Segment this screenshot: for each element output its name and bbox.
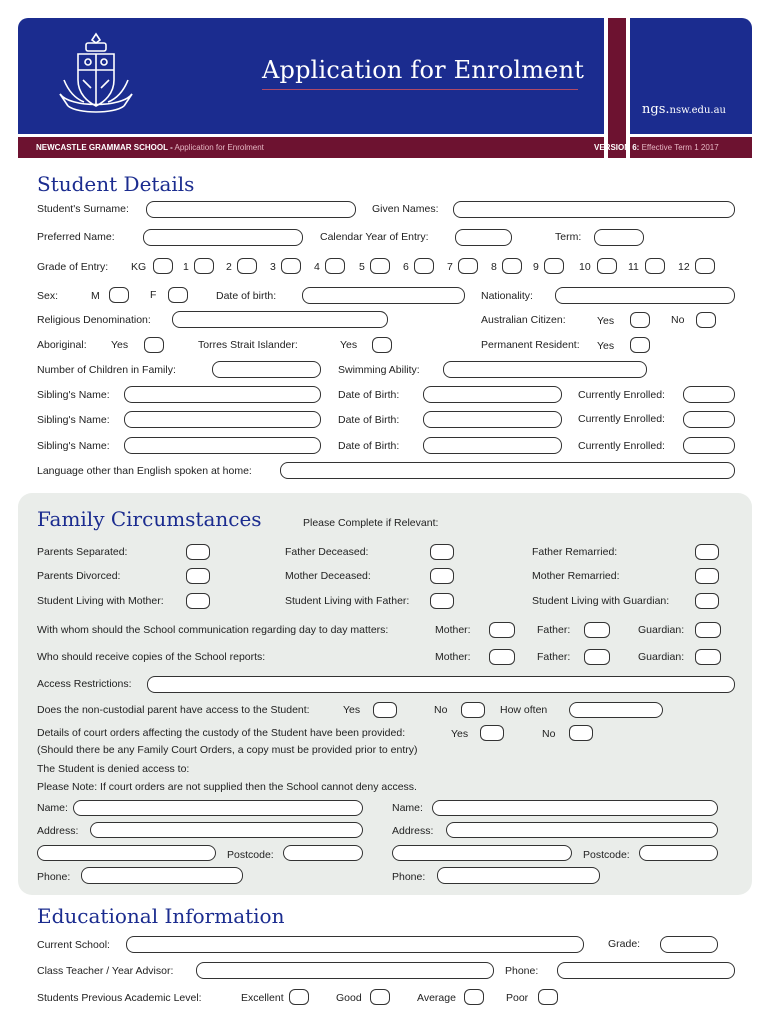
grade-option-label: 10 xyxy=(579,261,591,273)
citizen-yes-checkbox[interactable] xyxy=(630,312,650,328)
grade-2-checkbox[interactable] xyxy=(237,258,257,274)
living-mother-label: Student Living with Mother: xyxy=(37,595,164,607)
grade-5-checkbox[interactable] xyxy=(370,258,390,274)
denied-address-label: Address: xyxy=(37,825,79,837)
sibling-dob-label: Date of Birth: xyxy=(338,389,400,401)
current-school-field[interactable] xyxy=(126,936,584,953)
family-subtitle: Please Complete if Relevant: xyxy=(303,517,439,529)
parents-divorced-checkbox[interactable] xyxy=(186,568,210,584)
court-orders-note: (Should there be any Family Court Orders, a copy must be provided prior to entry) xyxy=(37,744,418,756)
noncustodial-no-label: No xyxy=(434,704,448,716)
father-remarried-label: Father Remarried: xyxy=(532,546,618,558)
denied-address-field-1[interactable] xyxy=(90,822,363,838)
noncustodial-yes-label: Yes xyxy=(343,704,361,716)
living-father-label: Student Living with Father: xyxy=(285,595,410,607)
grade-10-checkbox[interactable] xyxy=(597,258,617,274)
level-excellent-checkbox[interactable] xyxy=(289,989,309,1005)
sex-f-checkbox[interactable] xyxy=(168,287,188,303)
postcode-field-2[interactable] xyxy=(639,845,718,861)
court-no-checkbox[interactable] xyxy=(569,725,593,741)
strip-school-name: NEWCASTLE GRAMMAR SCHOOL - Application for Enrolment xyxy=(36,143,264,152)
comm-guardian-checkbox[interactable] xyxy=(695,622,721,638)
court-yes-checkbox[interactable] xyxy=(480,725,504,741)
grade-option-label: 8 xyxy=(491,261,497,273)
comm-father-label: Father: xyxy=(537,624,571,636)
title-underline xyxy=(262,89,578,90)
mother-remarried-label: Mother Remarried: xyxy=(532,570,620,582)
father-remarried-checkbox[interactable] xyxy=(695,544,719,560)
denied-name-field-1[interactable] xyxy=(73,800,363,816)
grade-kg-checkbox[interactable] xyxy=(153,258,173,274)
comm-father-checkbox[interactable] xyxy=(584,622,610,638)
grade-3-checkbox[interactable] xyxy=(281,258,301,274)
court-yes-label: Yes xyxy=(451,728,469,740)
level-average-checkbox[interactable] xyxy=(464,989,484,1005)
access-restrictions-label: Access Restrictions: xyxy=(37,678,132,690)
grade-entry-label: Grade of Entry: xyxy=(37,261,109,273)
grade-option-label: 4 xyxy=(314,261,320,273)
reports-guardian-label: Guardian: xyxy=(638,651,685,663)
court-orders-question: Details of court orders affecting the custody of the Student have been provided: xyxy=(37,727,406,739)
sibling-name-field[interactable] xyxy=(124,411,321,428)
teacher-phone-label: Phone: xyxy=(505,965,539,977)
surname-field[interactable] xyxy=(146,201,356,218)
sibling-dob-field[interactable] xyxy=(423,411,562,428)
teacher-field[interactable] xyxy=(196,962,494,979)
court-orders-warning: Please Note: If court orders are not supplied then the School cannot deny access. xyxy=(37,781,417,793)
children-field[interactable] xyxy=(212,361,321,378)
sibling-enrolled-label: Currently Enrolled: xyxy=(578,389,665,401)
children-label: Number of Children in Family: xyxy=(37,364,176,376)
grade-option-label: 5 xyxy=(359,261,365,273)
sex-m-checkbox[interactable] xyxy=(109,287,129,303)
strip-version: VERSION 6: Effective Term 1 2017 xyxy=(594,143,719,152)
resident-yes-checkbox[interactable] xyxy=(630,337,650,353)
tsi-label: Torres Strait Islander: xyxy=(198,339,298,351)
website-link[interactable]: ngs.nsw.edu.au xyxy=(642,102,726,117)
teacher-label: Class Teacher / Year Advisor: xyxy=(37,965,174,977)
swimming-label: Swimming Ability: xyxy=(338,364,420,376)
how-often-field[interactable] xyxy=(569,702,663,718)
swimming-field[interactable] xyxy=(443,361,647,378)
postcode-label: Postcode: xyxy=(583,849,630,861)
grade-8-checkbox[interactable] xyxy=(502,258,522,274)
level-good-checkbox[interactable] xyxy=(370,989,390,1005)
how-often-label: How often xyxy=(500,704,548,716)
living-mother-checkbox[interactable] xyxy=(186,593,210,609)
dob-field[interactable] xyxy=(302,287,465,304)
education-title: Educational Information xyxy=(37,904,285,928)
sibling-dob-label: Date of Birth: xyxy=(338,414,400,426)
current-school-label: Current School: xyxy=(37,939,110,951)
level-poor-checkbox[interactable] xyxy=(538,989,558,1005)
header-divider-bar xyxy=(608,18,626,158)
living-guardian-label: Student Living with Guardian: xyxy=(532,595,670,607)
language-label: Language other than English spoken at home: xyxy=(37,465,252,477)
denied-address-line2-field-2[interactable] xyxy=(392,845,572,861)
denied-address-field-2[interactable] xyxy=(446,822,718,838)
postcode-field-1[interactable] xyxy=(283,845,363,861)
aboriginal-label: Aboriginal: xyxy=(37,339,87,351)
level-good-label: Good xyxy=(336,992,362,1004)
denied-address-line2-field-1[interactable] xyxy=(37,845,216,861)
communication-question: With whom should the School communication regarding day to day matters: xyxy=(37,624,389,636)
denied-phone-label: Phone: xyxy=(392,871,426,883)
school-crest-icon xyxy=(50,30,142,122)
mother-remarried-checkbox[interactable] xyxy=(695,568,719,584)
father-deceased-checkbox[interactable] xyxy=(430,544,454,560)
reports-father-label: Father: xyxy=(537,651,571,663)
sibling-name-label: Sibling's Name: xyxy=(37,414,110,426)
noncustodial-question: Does the non-custodial parent have access to the Student: xyxy=(37,704,310,716)
grade-option-label: 11 xyxy=(628,261,639,273)
reports-father-checkbox[interactable] xyxy=(584,649,610,665)
calendar-year-field[interactable] xyxy=(455,229,512,246)
sibling-name-field[interactable] xyxy=(124,386,321,403)
grade-12-checkbox[interactable] xyxy=(695,258,715,274)
grade-option-label: 2 xyxy=(226,261,232,273)
sibling-enrolled-field[interactable] xyxy=(683,411,735,428)
grade-option-label: KG xyxy=(131,261,147,273)
language-field[interactable] xyxy=(280,462,735,479)
grade-7-checkbox[interactable] xyxy=(458,258,478,274)
sibling-enrolled-label: Currently Enrolled: xyxy=(578,440,665,452)
sibling-dob-field[interactable] xyxy=(423,386,562,403)
court-no-label: No xyxy=(542,728,556,740)
nationality-field[interactable] xyxy=(555,287,735,304)
grade-option-label: 12 xyxy=(678,261,690,273)
grade-option-label: 6 xyxy=(403,261,409,273)
aboriginal-yes-checkbox[interactable] xyxy=(144,337,164,353)
dob-label: Date of birth: xyxy=(216,290,277,302)
tsi-yes-checkbox[interactable] xyxy=(372,337,392,353)
grade-11-checkbox[interactable] xyxy=(645,258,665,274)
sibling-name-label: Sibling's Name: xyxy=(37,440,110,452)
denied-address-label: Address: xyxy=(392,825,434,837)
given-names-label: Given Names: xyxy=(372,203,439,215)
parents-separated-checkbox[interactable] xyxy=(186,544,210,560)
tsi-yes-label: Yes xyxy=(340,339,358,351)
access-restrictions-field[interactable] xyxy=(147,676,735,693)
sibling-enrolled-label: Currently Enrolled: xyxy=(578,413,665,425)
comm-guardian-label: Guardian: xyxy=(638,624,685,636)
resident-label: Permanent Resident: xyxy=(481,339,580,351)
student-details-title: Student Details xyxy=(37,172,195,196)
reports-guardian-checkbox[interactable] xyxy=(695,649,721,665)
comm-mother-checkbox[interactable] xyxy=(489,622,515,638)
level-excellent-label: Excellent xyxy=(241,992,284,1004)
sex-f-label: F xyxy=(150,289,157,301)
citizen-label: Australian Citizen: xyxy=(481,314,566,326)
sibling-dob-label: Date of Birth: xyxy=(338,440,400,452)
denied-phone-field-1[interactable] xyxy=(81,867,243,884)
denied-name-label: Name: xyxy=(392,802,423,814)
reports-mother-checkbox[interactable] xyxy=(489,649,515,665)
living-father-checkbox[interactable] xyxy=(430,593,454,609)
grade-6-checkbox[interactable] xyxy=(414,258,434,274)
parents-divorced-label: Parents Divorced: xyxy=(37,570,121,582)
family-title: Family Circumstances xyxy=(37,507,262,531)
resident-yes-label: Yes xyxy=(597,340,615,352)
grade-4-checkbox[interactable] xyxy=(325,258,345,274)
given-names-field[interactable] xyxy=(453,201,735,218)
denied-phone-label: Phone: xyxy=(37,871,71,883)
grade-option-label: 9 xyxy=(533,261,539,273)
noncustodial-yes-checkbox[interactable] xyxy=(373,702,397,718)
sex-m-label: M xyxy=(91,290,100,302)
citizen-no-checkbox[interactable] xyxy=(696,312,716,328)
grade-option-label: 1 xyxy=(183,261,189,273)
aboriginal-yes-label: Yes xyxy=(111,339,129,351)
term-label: Term: xyxy=(555,231,582,243)
religion-label: Religious Denomination: xyxy=(37,314,151,326)
denied-access-label: The Student is denied access to: xyxy=(37,763,190,775)
sex-label: Sex: xyxy=(37,290,59,302)
preferred-name-field[interactable] xyxy=(143,229,303,246)
citizen-yes-label: Yes xyxy=(597,315,615,327)
sibling-name-field[interactable] xyxy=(124,437,321,454)
noncustodial-no-checkbox[interactable] xyxy=(461,702,485,718)
reports-question: Who should receive copies of the School reports: xyxy=(37,651,266,663)
calendar-year-label: Calendar Year of Entry: xyxy=(320,231,429,243)
level-poor-label: Poor xyxy=(506,992,529,1004)
religion-field[interactable] xyxy=(172,311,388,328)
sibling-enrolled-field[interactable] xyxy=(683,386,735,403)
parents-separated-label: Parents Separated: xyxy=(37,546,128,558)
grade-1-checkbox[interactable] xyxy=(194,258,214,274)
form-title: Application for Enrolment xyxy=(262,56,585,84)
surname-label: Student's Surname: xyxy=(37,203,129,215)
comm-mother-label: Mother: xyxy=(435,624,471,636)
denied-name-label: Name: xyxy=(37,802,68,814)
sibling-name-label: Sibling's Name: xyxy=(37,389,110,401)
academic-level-label: Students Previous Academic Level: xyxy=(37,992,202,1004)
grade-option-label: 3 xyxy=(270,261,276,273)
grade-option-label: 7 xyxy=(447,261,453,273)
citizen-no-label: No xyxy=(671,314,685,326)
reports-mother-label: Mother: xyxy=(435,651,471,663)
sibling-dob-field[interactable] xyxy=(423,437,562,454)
level-average-label: Average xyxy=(417,992,456,1004)
denied-phone-field-2[interactable] xyxy=(437,867,600,884)
mother-deceased-label: Mother Deceased: xyxy=(285,570,371,582)
teacher-phone-field[interactable] xyxy=(557,962,735,979)
grade-9-checkbox[interactable] xyxy=(544,258,564,274)
sibling-enrolled-field[interactable] xyxy=(683,437,735,454)
term-field[interactable] xyxy=(594,229,644,246)
grade-label: Grade: xyxy=(608,938,641,950)
preferred-name-label: Preferred Name: xyxy=(37,231,115,243)
nationality-label: Nationality: xyxy=(481,290,533,302)
postcode-label: Postcode: xyxy=(227,849,274,861)
mother-deceased-checkbox[interactable] xyxy=(430,568,454,584)
grade-field[interactable] xyxy=(660,936,718,953)
father-deceased-label: Father Deceased: xyxy=(285,546,369,558)
denied-name-field-2[interactable] xyxy=(432,800,718,816)
living-guardian-checkbox[interactable] xyxy=(695,593,719,609)
